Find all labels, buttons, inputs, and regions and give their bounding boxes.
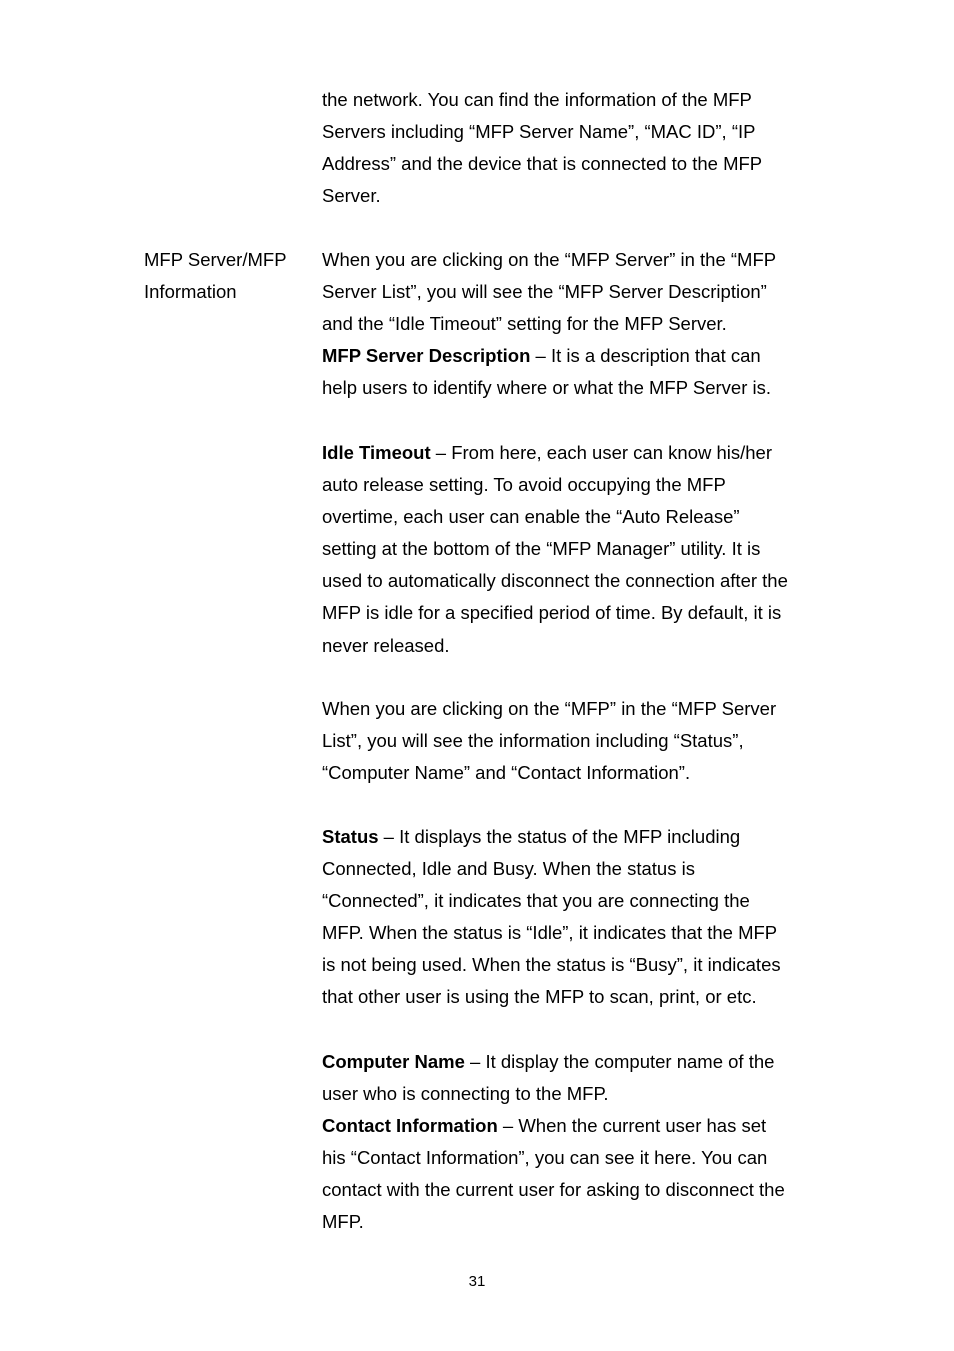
text-line: never released. bbox=[322, 634, 450, 656]
term-contact-information: Contact Information bbox=[322, 1115, 498, 1137]
computer-contact-paragraph bbox=[322, 1046, 822, 1239]
text-line: that other user is using the MFP to scan, print, or etc. bbox=[322, 986, 757, 1008]
description-text: – When the current user has set bbox=[497, 1115, 767, 1137]
description-text: – From here, each user can know his/her bbox=[430, 442, 773, 463]
description-line bbox=[322, 437, 822, 469]
text-line: Connected, Idle and Busy. When the status is bbox=[322, 858, 695, 880]
term-computer-name: Computer Name bbox=[322, 1051, 465, 1072]
text-line: Server. bbox=[322, 185, 381, 207]
section-label-line: MFP Server/MFP bbox=[144, 249, 287, 270]
description-text: – It displays the status of the MFP including bbox=[378, 826, 741, 847]
description-line bbox=[322, 821, 822, 853]
text-line: his “Contact Information”, you can see it here. You can bbox=[322, 1147, 768, 1169]
text-line: When you are clicking on the “MFP Server” in the “MFP bbox=[322, 249, 777, 270]
text-line: MFP. When the status is “Idle”, it indicates that the MFP bbox=[322, 922, 778, 944]
section-label bbox=[144, 244, 314, 308]
text-line: “Connected”, it indicates that you are connecting the bbox=[322, 890, 750, 912]
description-line bbox=[322, 1110, 822, 1142]
text-line: “Computer Name” and “Contact Information”. bbox=[322, 762, 691, 784]
description-line bbox=[322, 340, 822, 372]
page-number: 31 bbox=[468, 1273, 486, 1290]
description-line bbox=[322, 1046, 822, 1078]
text-line: the network. You can find the information of the MFP bbox=[322, 89, 752, 110]
mfp-paragraph bbox=[322, 693, 822, 789]
intro-paragraph bbox=[322, 84, 822, 212]
text-line: MFP. bbox=[322, 1211, 364, 1233]
text-line: Address” and the device that is connected to the MFP bbox=[322, 153, 763, 175]
text-line: contact with the current user for asking to disconnect the bbox=[322, 1179, 785, 1201]
text-line: Servers including “MFP Server Name”, “MAC ID”, “IP bbox=[322, 121, 756, 143]
idle-timeout-paragraph bbox=[322, 437, 822, 662]
text-line: help users to identify where or what the MFP Server is. bbox=[322, 377, 771, 399]
text-line: and the “Idle Timeout” setting for the MFP Server. bbox=[322, 313, 727, 335]
term-status: Status bbox=[322, 826, 379, 847]
text-line: setting at the bottom of the “MFP Manager” utility. It is bbox=[322, 538, 761, 560]
text-line: List”, you will see the information including “Status”, bbox=[322, 730, 744, 752]
text-line: auto release setting. To avoid occupying the MFP bbox=[322, 474, 726, 496]
text-line: is not being used. When the status is “Busy”, it indicates bbox=[322, 954, 781, 976]
term-mfp-server-description: MFP Server Description bbox=[322, 345, 531, 367]
text-line: When you are clicking on the “MFP” in the “MFP Server bbox=[322, 698, 777, 719]
text-line: user who is connecting to the MFP. bbox=[322, 1083, 609, 1105]
description-text: – It display the computer name of the bbox=[464, 1051, 775, 1072]
mfp-server-paragraph bbox=[322, 244, 822, 404]
status-paragraph bbox=[322, 821, 822, 1014]
text-line: overtime, each user can enable the “Auto Release” bbox=[322, 506, 740, 528]
section-label-line: Information bbox=[144, 281, 237, 303]
description-text: – It is a description that can bbox=[530, 345, 761, 367]
term-idle-timeout: Idle Timeout bbox=[322, 442, 431, 463]
text-line: used to automatically disconnect the connection after the bbox=[322, 570, 788, 592]
text-line: MFP is idle for a specified period of time. By default, it is bbox=[322, 602, 782, 624]
text-line: Server List”, you will see the “MFP Server Description” bbox=[322, 281, 767, 303]
